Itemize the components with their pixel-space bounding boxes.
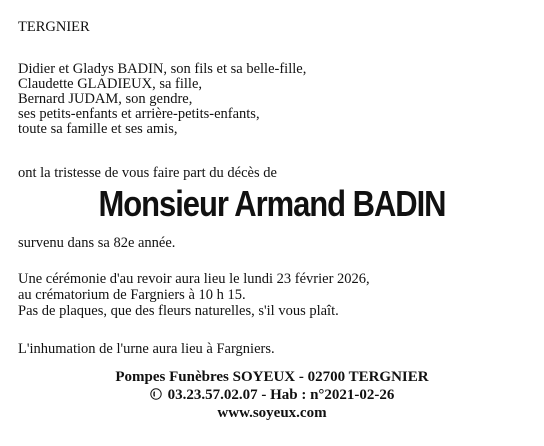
inhumation-text: L'inhumation de l'urne aura lieu à Fargniers.: [18, 341, 275, 357]
family-line: Claudette GLADIEUX, sa fille,: [18, 76, 203, 92]
age-line: survenu dans sa 82e année.: [18, 235, 176, 251]
ceremony-line: Pas de plaques, que des fleurs naturelles, s'il vous plaît.: [18, 303, 339, 319]
phone-line: 03.23.57.02.07 - Hab : n°2021-02-26: [167, 387, 395, 403]
family-line: ses petits-enfants et arrière-petits-enfants,: [18, 106, 260, 122]
family-line: Didier et Gladys BADIN, son fils et sa belle-fille,: [18, 61, 307, 77]
funeral-home-name: Pompes Funèbres SOYEUX - 02700 TERGNIER: [115, 369, 429, 385]
family-line: Bernard JUDAM, son gendre,: [18, 91, 193, 107]
ceremony-line: au crématorium de Fargniers à 10 h 15.: [18, 287, 246, 303]
ceremony-line: Une cérémonie d'au revoir aura lieu le lundi 23 février 2026,: [18, 271, 370, 287]
announcement-text: ont la tristesse de vous faire part du décès de: [18, 165, 277, 181]
funeral-home-contact: [0, 387, 544, 404]
town-heading: TERGNIER: [18, 19, 90, 35]
family-list: [18, 62, 306, 137]
phone-icon: [150, 388, 162, 400]
family-line: toute sa famille et ses amis,: [18, 121, 178, 137]
deceased-name: Monsieur Armand BADIN: [98, 183, 446, 224]
funeral-home-website: www.soyeux.com: [217, 405, 327, 421]
